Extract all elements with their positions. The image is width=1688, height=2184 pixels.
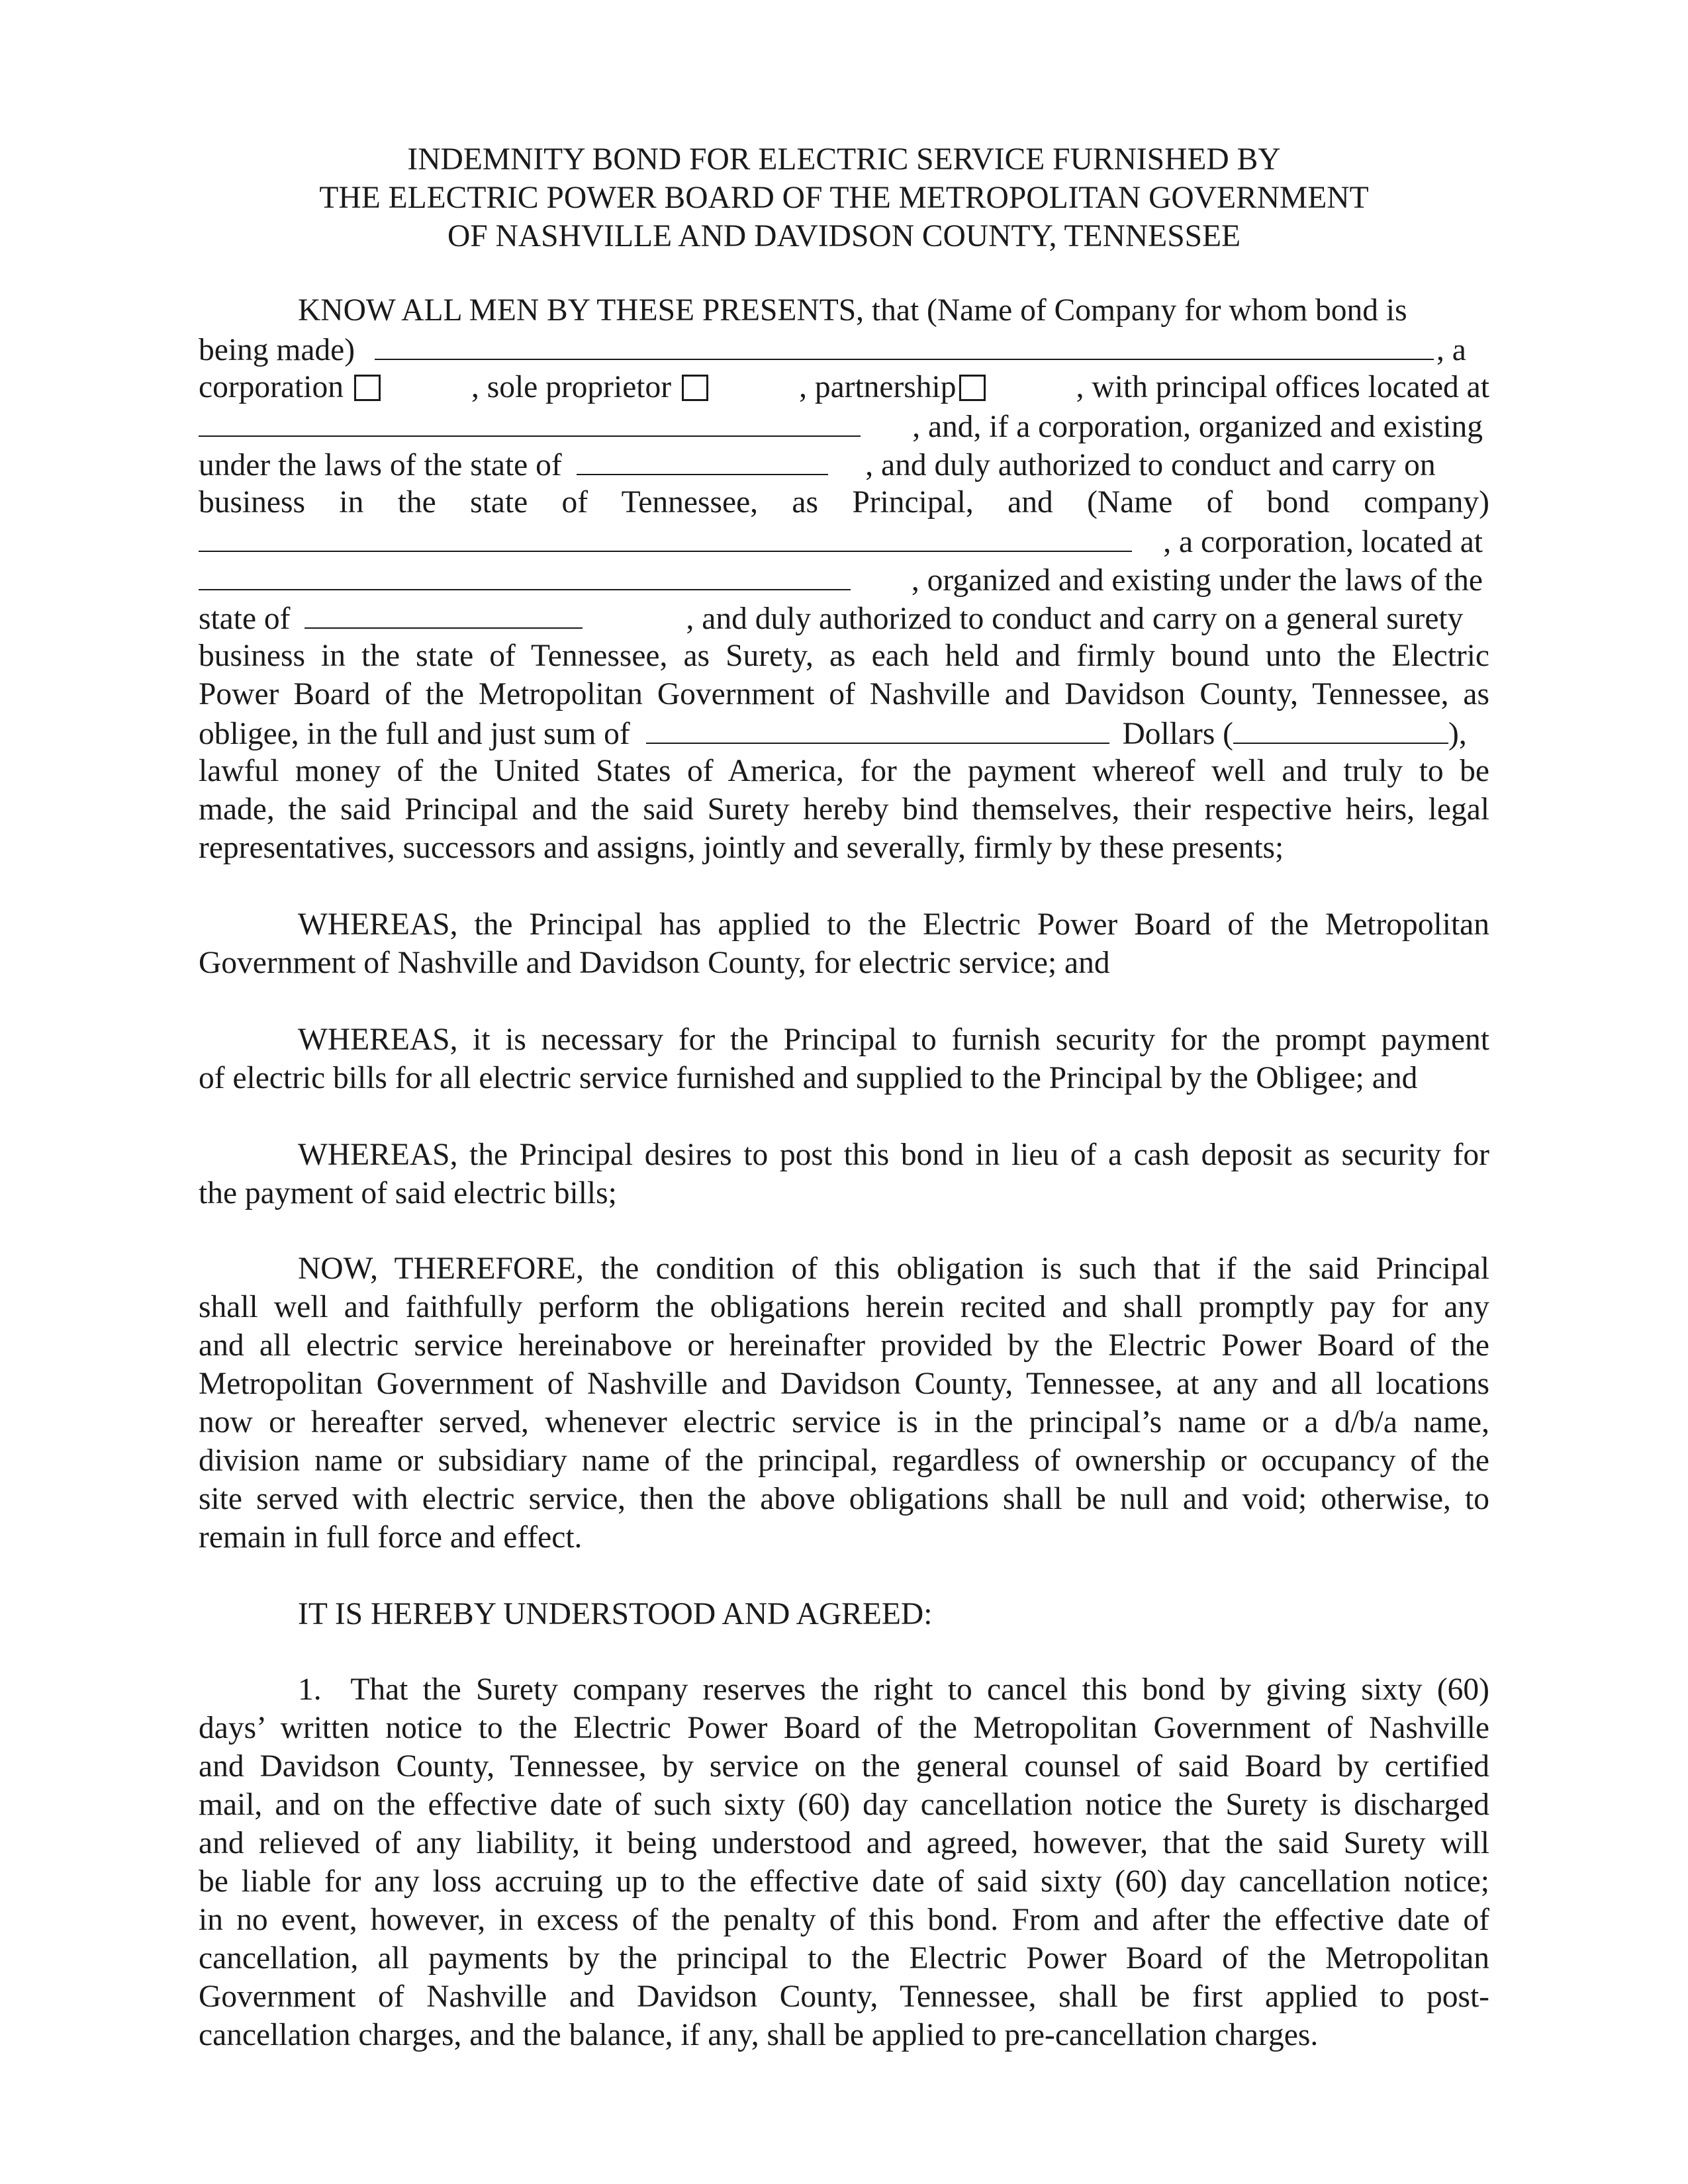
text: cancellation, all payments by the principal to the Electric Power Board of the Metropolitan [199,1941,1489,1976]
text: business in the state of Tennessee, as Principal, and (Name of bond company) [199,485,1489,520]
text: , a [1436,333,1466,367]
sum-in-figures-field[interactable] [1233,713,1448,744]
paragraph-1-line [199,790,1489,829]
text: WHEREAS, the Principal has applied to the Electric Power Board of the Metropolitan [298,907,1489,942]
text: Government of Nashville and Davidson County, Tennessee, shall be first applied to post- [199,1979,1489,2014]
principal-offices-field[interactable] [199,406,861,437]
paragraph-5-line [199,1365,1489,1403]
text: state of [199,602,291,636]
paragraph-1-line [199,483,1489,522]
paragraph-1-line [199,406,1489,445]
text: representatives, successors and assigns, jointly and severally, firmly by these presents; [199,831,1284,865]
partnership-checkbox[interactable] [959,375,986,401]
text: cancellation charges, and the balance, if any, shall be applied to pre-cancellation charges. [199,2018,1319,2052]
text: mail, and on the effective date of such sixty (60) day cancellation notice the Surety is discharged [199,1788,1489,1822]
section-heading: IT IS HEREBY UNDERSTOOD AND AGREED: [298,1597,933,1631]
paragraph-7-line [199,1670,1489,1709]
paragraph-1-line [199,445,1489,483]
text: KNOW ALL MEN BY THESE PRESENTS, that (Name of Company for whom bond is [298,293,1407,328]
surety-state-field[interactable] [305,598,583,629]
paragraph-1-line [199,675,1489,713]
paragraph-1-line [199,752,1489,790]
bond-company-location-field[interactable] [199,560,851,590]
text: WHEREAS, it is necessary for the Principal to furnish security for the prompt payment [298,1023,1489,1057]
paragraph-1-line [199,291,1489,330]
paragraph-5-line [199,1288,1489,1326]
paragraph-2-line [199,905,1489,944]
paragraph-7-line [199,1786,1489,1824]
paragraph-3-line [199,1021,1489,1059]
text: and all electric service hereinabove or hereinafter provided by the Electric Power Board of the [199,1328,1489,1363]
paragraph-1-line [199,330,1489,368]
text: , and duly authorized to conduct and carry on a general surety [686,602,1464,636]
state-of-organization-field[interactable] [577,445,828,475]
paragraph-5-line [199,1441,1489,1480]
text: and Davidson County, Tennessee, by service on the general counsel of said Board by certified [199,1749,1489,1784]
text: being made) [199,333,355,367]
corporation-checkbox[interactable] [354,375,381,401]
paragraph-4-line [199,1136,1489,1174]
text: , a corporation, located at [1163,525,1483,559]
text: , organized and existing under the laws of the [911,563,1483,598]
text: WHEREAS, the Principal desires to post this bond in lieu of a cash deposit as security for [298,1138,1489,1172]
paragraph-4-line [199,1174,1489,1212]
paragraph-7-line [199,1862,1489,1901]
document-title-line-1: INDEMNITY BOND FOR ELECTRIC SERVICE FURNISHED BY [407,142,1281,177]
paragraph-3-line [199,1059,1489,1097]
paragraph-6-line [199,1595,1489,1633]
text: the payment of said electric bills; [199,1176,617,1210]
text: Metropolitan Government of Nashville and Davidson County, Tennessee, at any and all locations [199,1367,1489,1401]
paragraph-1-line [199,637,1489,675]
text: , and duly authorized to conduct and carry on [865,448,1436,482]
paragraph-1-line [199,598,1489,637]
paragraph-7-line [199,1747,1489,1786]
text: days’ written notice to the Electric Power Board of the Metropolitan Government of Nashville [199,1711,1489,1745]
text: made, the said Principal and the said Surety hereby bind themselves, their respective heirs, legal [199,792,1489,827]
company-name-field[interactable] [375,330,1434,360]
paragraph-1-line [199,829,1489,867]
text: , partnership [799,370,957,404]
document-title-line-3: OF NASHVILLE AND DAVIDSON COUNTY, TENNESSEE [447,219,1241,253]
text: now or hereafter served, whenever electric service is in the principal’s name or a d/b/a name, [199,1405,1489,1439]
document-title-line-2: THE ELECTRIC POWER BOARD OF THE METROPOLITAN GOVERNMENT [319,181,1369,215]
text: site served with electric service, then the above obligations shall be null and void; otherwise, to [199,1482,1489,1516]
text: of electric bills for all electric service furnished and supplied to the Principal by the Obligee; and [199,1061,1418,1095]
text: shall well and faithfully perform the obligations herein recited and shall promptly pay for any [199,1290,1489,1324]
text: 1. That the Surety company reserves the right to cancel this bond by giving sixty (60) [298,1672,1489,1707]
paragraph-5-line [199,1326,1489,1365]
text: Power Board of the Metropolitan Government of Nashville and Davidson County, Tennessee, as [199,677,1489,711]
text: , and, if a corporation, organized and existing [912,410,1483,444]
text: in no event, however, in excess of the penalty of this bond. From and after the effective date of [199,1903,1489,1937]
paragraph-2-line [199,944,1489,982]
text: , with principal offices located at [1076,370,1489,404]
text: Dollars ( [1122,717,1233,751]
paragraph-5-line [199,1518,1489,1557]
paragraph-5-line [199,1480,1489,1518]
paragraph-7-line [199,2016,1489,2054]
text: Government of Nashville and Davidson County, for electric service; and [199,946,1110,980]
paragraph-7-line [199,1939,1489,1978]
text: remain in full force and effect. [199,1520,583,1555]
paragraph-7-line [199,1901,1489,1939]
text: be liable for any loss accruing up to the effective date of said sixty (60) day cancellation notice; [199,1864,1489,1899]
paragraph-7-line [199,1709,1489,1747]
text: business in the state of Tennessee, as Surety, as each held and firmly bound unto the Electric [199,639,1489,673]
text: ), [1448,717,1467,751]
text: lawful money of the United States of America, for the payment whereof well and truly to be [199,754,1489,788]
text: and relieved of any liability, it being understood and agreed, however, that the said Surety will [199,1826,1489,1860]
text: under the laws of the state of [199,448,562,482]
paragraph-5-line [199,1403,1489,1441]
paragraph-1-line [199,713,1489,752]
text: corporation [199,370,344,404]
text: division name or subsidiary name of the principal, regardless of ownership or occupancy of the [199,1443,1489,1478]
paragraph-7-line [199,1978,1489,2016]
paragraph-1-line [199,368,1489,406]
paragraph-1-line [199,522,1489,560]
paragraph-1-line [199,560,1489,598]
paragraph-7-line [199,1824,1489,1862]
text: obligee, in the full and just sum of [199,717,630,751]
text: , sole proprietor [471,370,672,404]
sum-in-words-field[interactable] [646,713,1109,744]
paragraph-5-line [199,1250,1489,1288]
bond-company-name-field[interactable] [199,522,1132,552]
sole-proprietor-checkbox[interactable] [682,375,708,401]
text: NOW, THEREFORE, the condition of this obligation is such that if the said Principal [298,1251,1489,1286]
